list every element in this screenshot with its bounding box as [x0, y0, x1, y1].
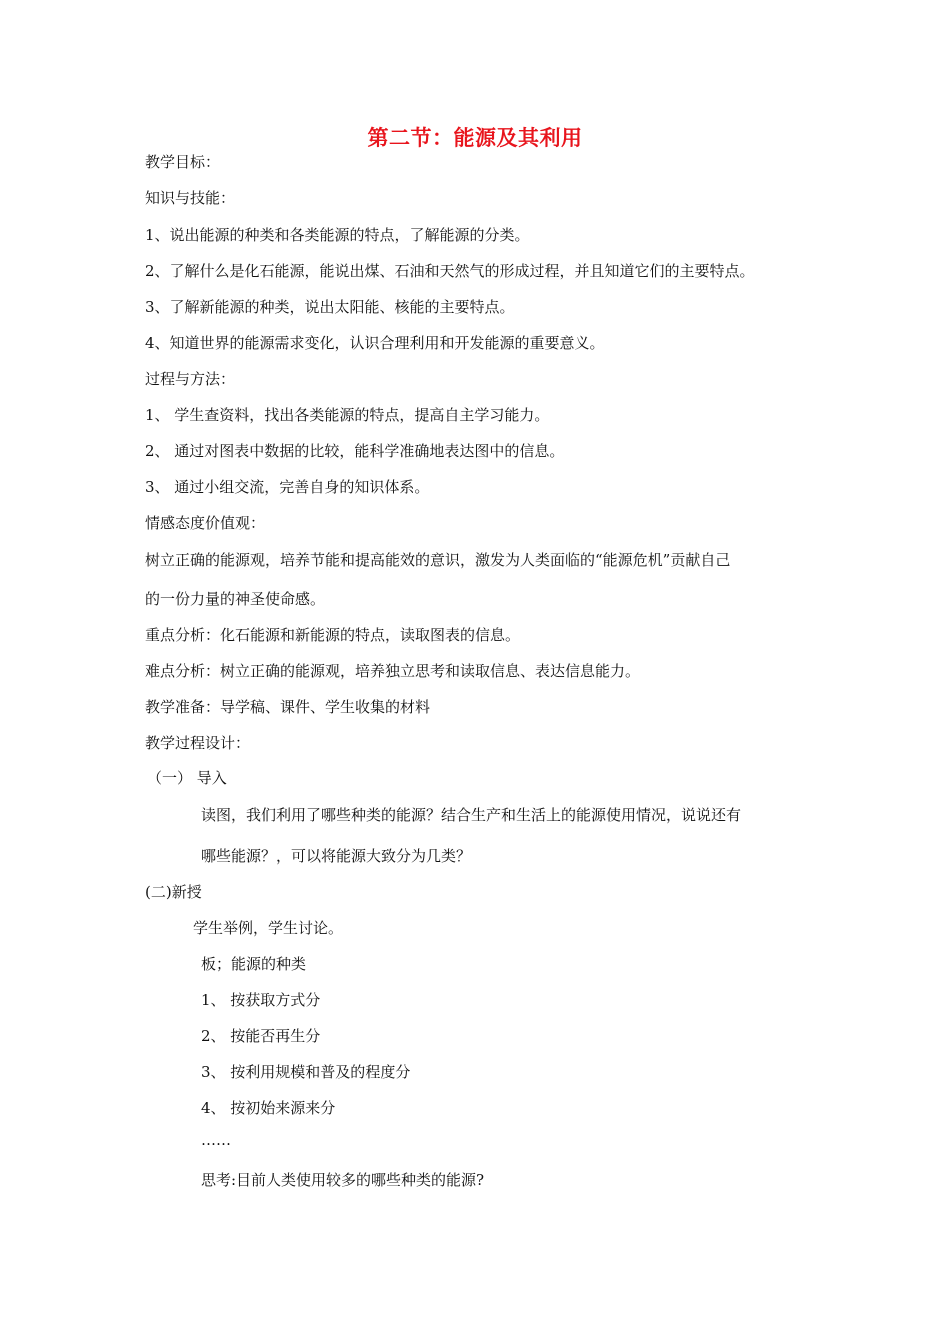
text-line: 2、了解什么是化石能源，能说出煤、石油和天然气的形成过程，并且知道它们的主要特点。 — [145, 262, 755, 280]
text-line: 4、 按初始来源来分 — [201, 1099, 336, 1117]
text-line: 3、 按利用规模和普及的程度分 — [201, 1063, 411, 1081]
text-line: 哪些能源？，可以将能源大致分为几类？ — [201, 847, 472, 865]
document-title: 第二节：能源及其利用 — [367, 126, 583, 150]
text-line: 2、 按能否再生分 — [201, 1027, 321, 1045]
text-line: 4、知道世界的能源需求变化，认识合理利用和开发能源的重要意义。 — [145, 334, 605, 352]
text-line: （一） 导入 — [147, 769, 227, 787]
text-line: 板；能源的种类 — [201, 955, 307, 973]
text-line: 2、 通过对图表中数据的比较，能科学准确地表达图中的信息。 — [145, 442, 565, 460]
text-line: …… — [201, 1131, 231, 1149]
text-line: 教学目标： — [145, 153, 221, 171]
text-line: 的一份力量的神圣使命感。 — [145, 590, 326, 608]
text-line: 1、 按获取方式分 — [201, 991, 321, 1009]
text-line: 教学准备：导学稿、课件、学生收集的材料 — [145, 698, 431, 716]
text-line: 情感态度价值观： — [145, 514, 266, 532]
text-line: (二)新授 — [145, 883, 202, 901]
text-line: 知识与技能： — [145, 189, 236, 207]
text-line: 重点分析：化石能源和新能源的特点，读取图表的信息。 — [145, 626, 521, 644]
text-line: 读图，我们利用了哪些种类的能源？结合生产和生活上的能源使用情况，说说还有 — [201, 806, 742, 824]
text-line: 3、 通过小组交流，完善自身的知识体系。 — [145, 478, 430, 496]
text-line: 1、说出能源的种类和各类能源的特点，了解能源的分类。 — [145, 226, 530, 244]
text-line: 思考:目前人类使用较多的哪些种类的能源? — [201, 1171, 485, 1189]
text-line: 3、了解新能源的种类，说出太阳能、核能的主要特点。 — [145, 298, 515, 316]
text-line: 学生举例，学生讨论。 — [193, 919, 344, 937]
text-line: 1、 学生查资料，找出各类能源的特点，提高自主学习能力。 — [145, 406, 550, 424]
text-line: 树立正确的能源观，培养节能和提高能效的意识，激发为人类面临的“能源危机”贡献自己 — [145, 551, 731, 569]
text-line: 过程与方法： — [145, 370, 236, 388]
text-line: 教学过程设计： — [145, 734, 251, 752]
text-line: 难点分析：树立正确的能源观，培养独立思考和读取信息、表达信息能力。 — [145, 662, 641, 680]
